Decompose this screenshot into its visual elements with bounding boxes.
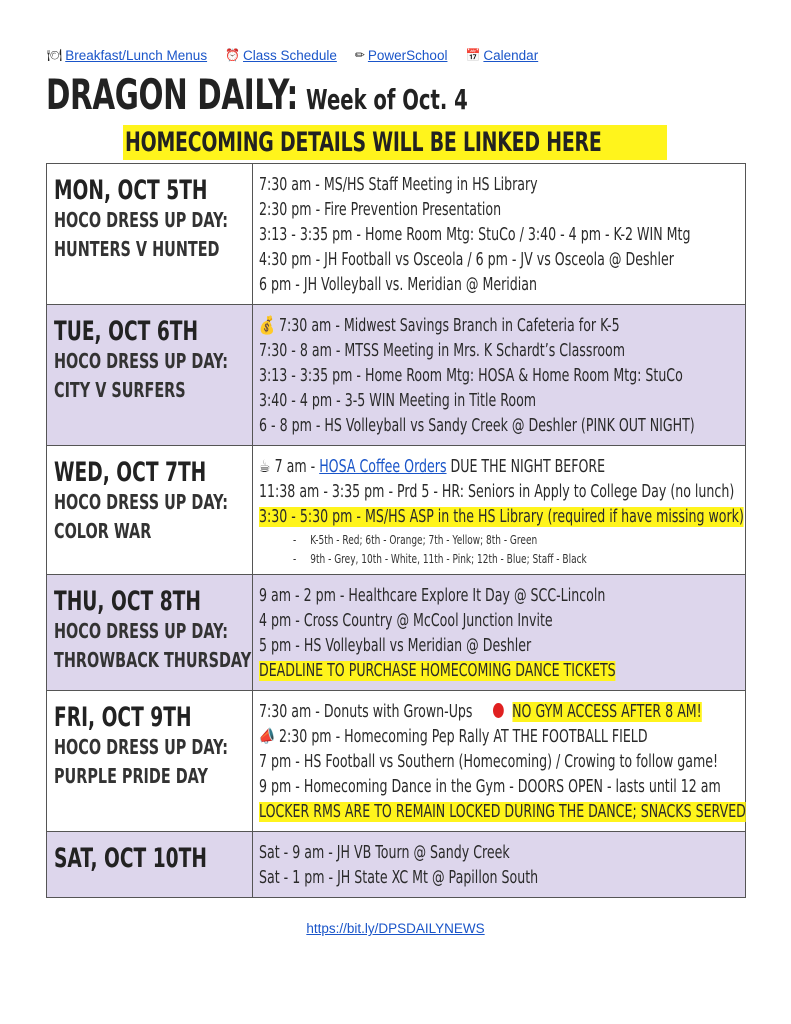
events-cell [253, 691, 746, 832]
page-title [46, 70, 468, 119]
day-cell [47, 691, 253, 832]
dress-up-label: HOCO DRESS UP DAY: [54, 349, 229, 373]
alarm-clock-icon: ⏰ [225, 48, 241, 62]
event-item: 💰 7:30 am - Midwest Savings Branch in Cafeteria for K-5 [259, 316, 620, 336]
color-war-assignment: - 9th - Grey, 10th - White, 11th - Pink; 12th - Blue; Staff - Black [293, 551, 587, 566]
day-name: FRI, OCT 9TH [54, 702, 192, 733]
color-war-assignment: - K-5th - Red; 6th - Orange; 7th - Yellow; 8th - Green [293, 532, 538, 547]
day-cell [47, 446, 253, 575]
event-item: 2:30 pm - Fire Prevention Presentation [259, 200, 502, 220]
table-row-tue [47, 305, 746, 446]
event-item: 5 pm - HS Volleyball vs Meridian @ Deshler [259, 636, 532, 656]
table-row-fri [47, 691, 746, 832]
event-item: 4 pm - Cross Country @ McCool Junction Invite [259, 611, 553, 631]
plate-icon: 🍽 [47, 48, 63, 62]
stop-sign-icon [493, 703, 504, 718]
event-item: 6 - 8 pm - HS Volleyball vs Sandy Creek @ Deshler (PINK OUT NIGHT) [259, 416, 695, 436]
table-row-wed [47, 446, 746, 575]
event-item: 7:30 am - MS/HS Staff Meeting in HS Library [259, 175, 538, 195]
nav-item-menus[interactable] [47, 48, 207, 63]
dress-up-theme: THROWBACK THURSDAY [54, 648, 252, 672]
events-cell [253, 832, 746, 898]
nav-item-powerschool[interactable] [355, 48, 448, 63]
coffee-icon: ☕ [259, 457, 271, 477]
nav-link-menus[interactable]: Breakfast/Lunch Menus [65, 47, 208, 63]
event-item [259, 505, 744, 530]
pencil-icon: ✏ [354, 48, 365, 62]
event-item: 7 pm - HS Football vs Southern (Homecoming) / Crowing to follow game! [259, 752, 719, 772]
dress-up-theme: COLOR WAR [54, 519, 152, 543]
footer [0, 921, 791, 936]
dress-up-label: HOCO DRESS UP DAY: [54, 208, 229, 232]
megaphone-icon: 📣 [259, 727, 275, 747]
money-bag-icon: 💰 [259, 316, 275, 336]
table-row-sat [47, 832, 746, 898]
table-row-mon [47, 164, 746, 305]
day-name: MON, OCT 5TH [54, 175, 208, 206]
event-item: Sat - 1 pm - JH State XC Mt @ Papillon South [259, 868, 539, 888]
hosa-coffee-orders-link[interactable]: HOSA Coffee Orders [319, 457, 447, 477]
events-cell [253, 446, 746, 575]
gym-alert: NO GYM ACCESS AFTER 8 AM! [512, 702, 702, 722]
dress-up-theme: PURPLE PRIDE DAY [54, 764, 208, 788]
event-item [259, 659, 616, 684]
highlighted-event: LOCKER RMS ARE TO REMAIN LOCKED DURING THE DANCE; SNACKS SERVED [259, 802, 746, 822]
daily-news-link[interactable]: https://bit.ly/DPSDAILYNEWS [306, 921, 485, 936]
banner-text: HOMECOMING DETAILS WILL BE LINKED HERE [125, 127, 602, 158]
events-cell [253, 575, 746, 691]
event-item: 9 am - 2 pm - Healthcare Explore It Day @ SCC-Lincoln [259, 586, 606, 606]
event-item: 11:38 am - 3:35 pm - Prd 5 - HR: Seniors in Apply to College Day (no lunch) [259, 482, 735, 502]
event-item: 📣 2:30 pm - Homecoming Pep Rally AT THE FOOTBALL FIELD [259, 727, 648, 747]
day-name: TUE, OCT 6TH [54, 316, 199, 347]
nav-link-schedule[interactable]: Class Schedule [243, 47, 337, 63]
event-item: Sat - 9 am - JH VB Tourn @ Sandy Creek [259, 843, 510, 863]
homecoming-banner [123, 125, 667, 160]
dress-up-label: HOCO DRESS UP DAY: [54, 490, 229, 514]
events-cell [253, 164, 746, 305]
event-item: 3:13 - 3:35 pm - Home Room Mtg: HOSA & Home Room Mtg: StuCo [259, 366, 683, 386]
title-week: Week of Oct. 4 [306, 83, 468, 116]
day-cell [47, 575, 253, 691]
calendar-icon: 📅 [465, 48, 481, 62]
event-item: 9 pm - Homecoming Dance in the Gym - DOORS OPEN - lasts until 12 am [259, 777, 721, 797]
nav-item-schedule[interactable] [225, 48, 337, 63]
events-cell [253, 305, 746, 446]
day-name: THU, OCT 8TH [54, 586, 201, 617]
highlighted-event: DEADLINE TO PURCHASE HOMECOMING DANCE TICKETS [259, 661, 616, 681]
event-item [259, 800, 746, 825]
day-cell [47, 305, 253, 446]
table-row-thu [47, 575, 746, 691]
event-item: 7:30 am - Donuts with Grown-Ups NO GYM ACCESS AFTER 8 AM! [259, 702, 702, 722]
event-item: 7:30 - 8 am - MTSS Meeting in Mrs. K Schardt’s Classroom [259, 341, 626, 361]
title-main: DRAGON DAILY: [46, 70, 298, 119]
nav-item-calendar[interactable] [465, 48, 538, 63]
event-item: 6 pm - JH Volleyball vs. Meridian @ Meridian [259, 275, 537, 295]
weekly-schedule [46, 163, 746, 898]
day-cell [47, 832, 253, 898]
day-name: WED, OCT 7TH [54, 457, 207, 488]
day-cell [47, 164, 253, 305]
dress-up-theme: CITY V SURFERS [54, 378, 186, 402]
dress-up-label: HOCO DRESS UP DAY: [54, 619, 229, 643]
highlighted-event: 3:30 - 5:30 pm - MS/HS ASP in the HS Library (required if have missing work) [259, 507, 744, 527]
event-item: 3:40 - 4 pm - 3-5 WIN Meeting in Title Room [259, 391, 537, 411]
event-item: ☕ 7 am - HOSA Coffee Orders DUE THE NIGHT BEFORE [259, 457, 606, 477]
dress-up-label: HOCO DRESS UP DAY: [54, 735, 229, 759]
event-item: 4:30 pm - JH Football vs Osceola / 6 pm - JV vs Osceola @ Deshler [259, 250, 674, 270]
dress-up-theme: HUNTERS V HUNTED [54, 237, 220, 261]
top-nav [47, 45, 556, 65]
nav-link-calendar[interactable]: Calendar [483, 47, 539, 63]
day-name: SAT, OCT 10TH [54, 843, 207, 874]
event-item: 3:13 - 3:35 pm - Home Room Mtg: StuCo / 3:40 - 4 pm - K-2 WIN Mtg [259, 225, 691, 245]
nav-link-powerschool[interactable]: PowerSchool [367, 47, 448, 63]
